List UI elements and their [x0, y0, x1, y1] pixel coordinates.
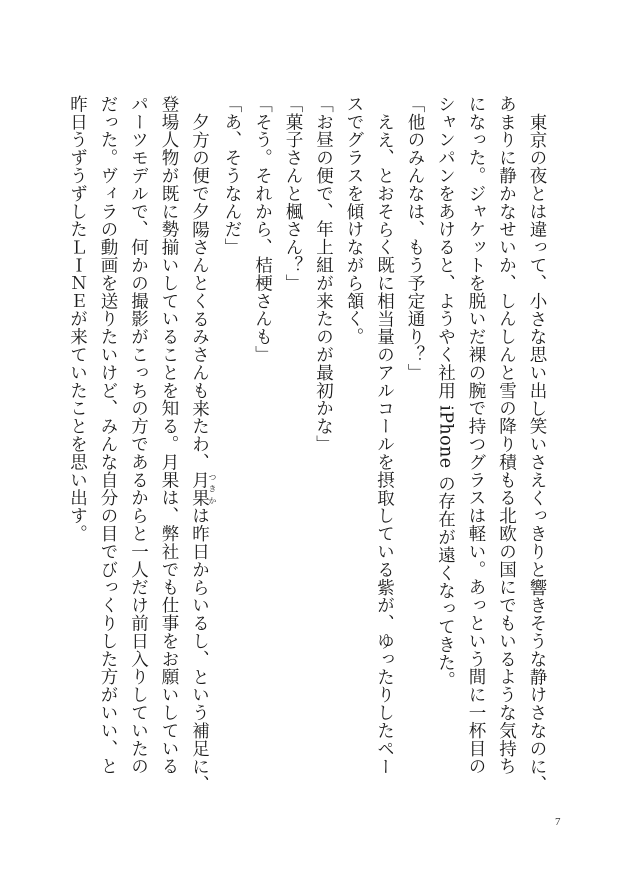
- text-line: パーツモデルで、何かの撮影がこっちの方であるからと一人だけ前日入りしていたの: [128, 95, 149, 776]
- text-line: 東京の夜とは違って、小さな思い出し笑いさえくっきりと響きそうな静けさなのに、: [527, 112, 547, 793]
- ruby-annotation: 月果つきか: [189, 470, 217, 507]
- page-number: 7: [555, 816, 561, 828]
- text-line-with-ruby: 夕方の便で夕陽さんとくるみさんも来たわ、月果つきかは昨日からいるし、という補足に、: [189, 112, 217, 793]
- dialogue-line: 「菓子さんと楓さん？」: [283, 95, 303, 292]
- text-line: ええ、とおそらく既に相当量のアルコールを摂取している紫が、ゆったりしたペー: [374, 112, 395, 775]
- text-line: 登場人物が既に勢揃いしていることを知る。月果は、弊社でも仕事をお願いしている: [159, 95, 179, 776]
- text-line: スでグラスを傾けながら頷く。: [344, 95, 364, 346]
- dialogue-line: 「あ、そうなんだ」: [222, 95, 242, 257]
- dialogue-line: 「他のみんなは、もう予定通り？」: [405, 95, 425, 382]
- text-line: あまりに静かなせいか、しんしんと雪の降り積もる北欧の国にでもいるような気持ち: [496, 95, 517, 776]
- text-line: だった。ヴィラの動画を送りたいけど、みんな自分の目でびっくりした方がいい、と: [98, 95, 118, 776]
- ruby-reading: つきか: [208, 470, 217, 507]
- body-text: [62, 95, 552, 835]
- dialogue-line: 「そう。それから、桔梗さんも」: [252, 95, 273, 364]
- text-line: になった。ジャケットを脱いだ裸の腕で持つグラスは軽い。あっという間に一杯目の: [466, 95, 486, 776]
- text-line: シャンパンをあけると、ようやく社用 iPhone の存在が遠くなってきた。: [435, 95, 456, 690]
- dialogue-line: 「お昼の便で、年上組が来たのが最初かな」: [313, 95, 334, 453]
- text-line: 昨日うずうずしたＬＩＮＥが来ていたことを思い出す。: [67, 95, 88, 543]
